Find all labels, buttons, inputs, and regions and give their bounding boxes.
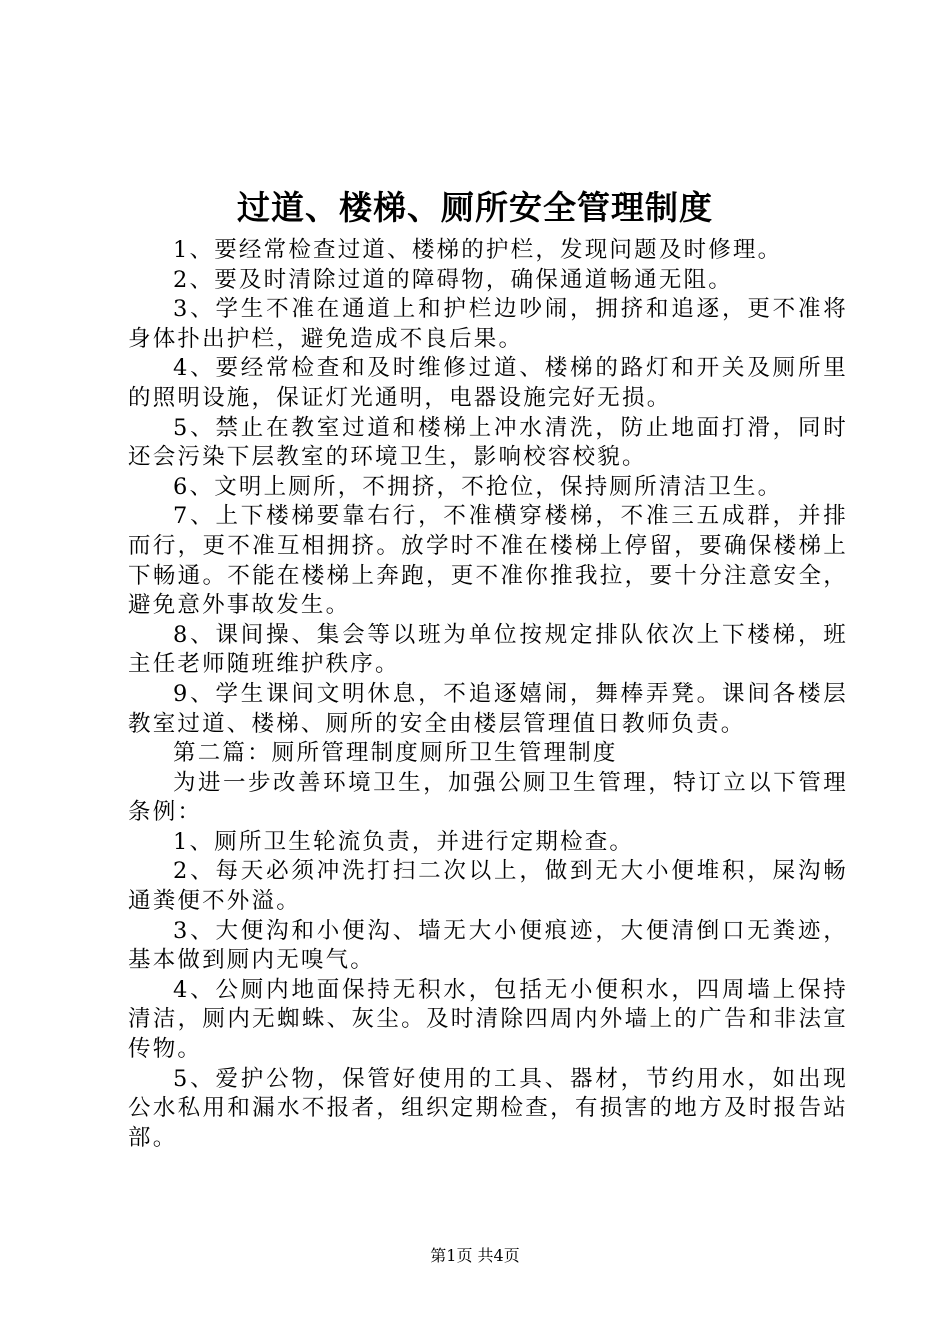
section-item-3: 3、大便沟和小便沟、墙无大小便痕迹，大便清倒口无粪迹，基本做到厕内无嗅气。 (128, 917, 848, 974)
paragraph-4: 4、要经常检查和及时维修过道、楼梯的路灯和开关及厕所里的照明设施，保证灯光通明，电器设施完好无损。 (128, 355, 848, 411)
paragraph-6: 6、文明上厕所，不拥挤，不抢位，保持厕所清洁卫生。 (173, 473, 783, 500)
paragraph-7: 7、上下楼梯要靠右行，不准横穿楼梯，不准三五成群，并排而行，更不准互相拥挤。放学时不准在楼梯上停留，要确保楼梯上下畅通。不能在楼梯上奔跑，更不准你推我拉，要十分注意安全，避免意外事故发生。 (128, 503, 848, 619)
section-item-2: 2、每天必须冲洗打扫二次以上，做到无大小便堆积，屎沟畅通粪便不外溢。 (128, 858, 848, 915)
section-heading: 第二篇：厕所管理制度厕所卫生管理制度 (173, 740, 618, 767)
section-item-5: 5、爱护公物，保管好使用的工具、器材，节约用水，如出现公水私用和漏水不报者，组织定期检查，有损害的地方及时报告站部。 (128, 1065, 848, 1151)
page-number-footer: 第1页 共4页 (430, 1246, 520, 1265)
document-body (128, 236, 848, 1153)
paragraph-1: 1、要经常检查过道、楼梯的护栏，发现问题及时修理。 (173, 237, 783, 263)
document-title: 过道、楼梯、厕所安全管理制度 (237, 188, 713, 227)
paragraph-5: 5、禁止在教室过道和楼梯上冲水清洗，防止地面打滑，同时还会污染下层教室的环境卫生，影响校容校貌。 (128, 414, 848, 471)
paragraph-2: 2、要及时清除过道的障碍物，确保通道畅通无阻。 (173, 266, 733, 293)
paragraph-3: 3、学生不准在通道上和护栏边吵闹，拥挤和追逐，更不准将身体扑出护栏，避免造成不良后果。 (128, 296, 848, 352)
paragraph-8: 8、课间操、集会等以班为单位按规定排队依次上下楼梯，班主任老师随班维护秩序。 (128, 621, 848, 678)
section-intro: 为进一步改善环境卫生，加强公厕卫生管理，特订立以下管理条例： (128, 769, 848, 826)
section-item-1: 1、厕所卫生轮流负责，并进行定期检查。 (173, 828, 635, 855)
section-item-4: 4、公厕内地面保持无积水，包括无小便积水，四周墙上保持清洁，厕内无蜘蛛、灰尘。及时清除四周内外墙上的广告和非法宣传物。 (128, 976, 848, 1063)
paragraph-9: 9、学生课间文明休息，不追逐嬉闹，舞棒弄凳。课间各楼层教室过道、楼梯、厕所的安全由楼层管理值日教师负责。 (128, 680, 848, 737)
